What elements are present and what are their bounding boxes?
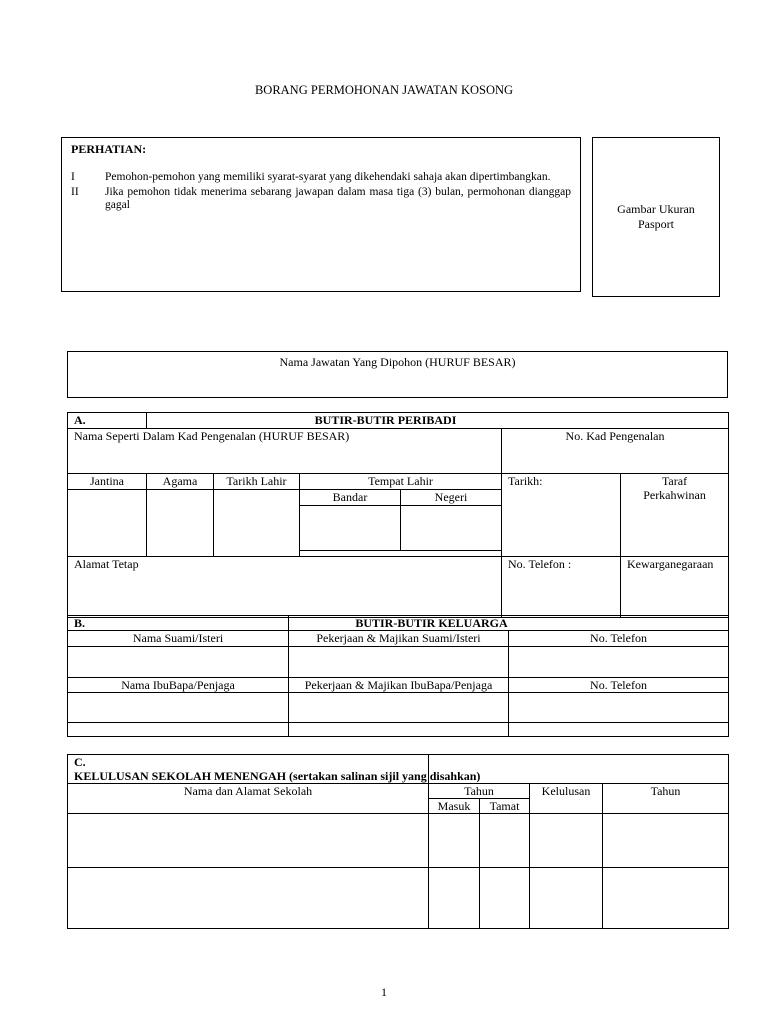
gender-header: Jantina (68, 474, 147, 490)
address-label: Alamat Tetap (74, 557, 139, 571)
school-header: Nama dan Alamat Sekolah (68, 784, 429, 814)
qualification-header: Kelulusan (530, 784, 603, 814)
section-a-table (67, 412, 729, 618)
entry-year-field[interactable] (429, 868, 480, 929)
spouse-job-header: Pekerjaan & Majikan Suami/Isteri (289, 631, 509, 647)
parent-phone-field-extra[interactable] (509, 723, 729, 737)
state-field[interactable] (401, 506, 502, 551)
qualification-field[interactable] (530, 814, 603, 868)
section-c-letter: C. (74, 755, 86, 769)
address-field[interactable] (68, 557, 502, 618)
ic-number-label: No. Kad Pengenalan (565, 429, 665, 443)
position-field[interactable] (67, 351, 728, 398)
year2-field[interactable] (603, 868, 729, 929)
exit-year-field[interactable] (480, 814, 530, 868)
dob-header: Tarikh Lahir (214, 474, 300, 490)
parent-name-field-extra[interactable] (68, 723, 289, 737)
spouse-job-field[interactable] (289, 647, 509, 678)
notice-item-text: Jika pemohon tidak menerima sebarang jawapan dalam masa tiga (3) bulan, permohonan dianggap gagal (105, 186, 571, 211)
entry-year-header: Masuk (429, 799, 480, 814)
phone-label: No. Telefon : (508, 557, 572, 571)
parent-job-header: Pekerjaan & Majikan IbuBapa/Penjaga (289, 678, 509, 693)
notice-item-text: Pemohon-pemohon yang memiliki syarat-syarat yang dikehendaki sahaja akan dipertimbangkan. (105, 171, 551, 183)
full-name-field[interactable] (68, 429, 502, 474)
year2-header: Tahun (603, 784, 729, 814)
exit-year-field[interactable] (480, 868, 530, 929)
section-c-title: KELULUSAN SEKOLAH MENENGAH (sertakan salinan sijil yang disahkan) (74, 769, 481, 783)
phone-field[interactable] (502, 557, 621, 618)
birthplace-header: Tempat Lahir (300, 474, 502, 490)
parent-job-field-extra[interactable] (289, 723, 509, 737)
school-field[interactable] (68, 868, 429, 929)
qualification-field[interactable] (530, 868, 603, 929)
position-label: Nama Jawatan Yang Dipohon (HURUF BESAR) (279, 355, 516, 369)
notice-item (71, 186, 571, 212)
entry-year-field[interactable] (429, 814, 480, 868)
date-label: Tarikh: (508, 474, 543, 488)
notice-heading: PERHATIAN: (71, 142, 147, 156)
parent-name-header: Nama IbuBapa/Penjaga (68, 678, 289, 693)
religion-field[interactable] (147, 490, 214, 557)
section-b-table (67, 615, 729, 737)
dob-field[interactable] (214, 490, 300, 557)
section-b-letter: B. (74, 616, 86, 630)
section-a-letter: A. (68, 413, 147, 429)
year-header: Tahun (429, 784, 530, 799)
marital-status-label: Taraf Perkahwinan (643, 474, 706, 502)
passport-photo-box[interactable] (592, 137, 720, 297)
city-field[interactable] (300, 506, 401, 551)
spouse-name-field[interactable] (68, 647, 289, 678)
section-c-table (67, 754, 729, 929)
passport-photo-label: Gambar Ukuran Pasport (617, 202, 695, 231)
spouse-phone-header: No. Telefon (509, 631, 729, 647)
city-header: Bandar (300, 490, 401, 506)
ic-number-field[interactable] (502, 429, 729, 474)
spouse-name-header: Nama Suami/Isteri (68, 631, 289, 647)
full-name-label: Nama Seperti Dalam Kad Pengenalan (HURUF BESAR) (74, 429, 350, 443)
section-b-title: BUTIR-BUTIR KELUARGA (289, 616, 729, 631)
parent-job-field[interactable] (289, 693, 509, 723)
state-header: Negeri (401, 490, 502, 506)
citizenship-field[interactable] (621, 557, 729, 618)
section-a-title: BUTIR-BUTIR PERIBADI (147, 413, 729, 429)
year2-field[interactable] (603, 814, 729, 868)
notice-item-number: I (71, 171, 75, 183)
page-number: 1 (381, 985, 387, 999)
parent-phone-header: No. Telefon (509, 678, 729, 693)
gender-field[interactable] (68, 490, 147, 557)
parent-name-field[interactable] (68, 693, 289, 723)
date-field[interactable] (502, 474, 621, 557)
citizenship-label: Kewarganegaraan (627, 557, 714, 571)
notice-box (61, 137, 581, 292)
spouse-phone-field[interactable] (509, 647, 729, 678)
religion-header: Agama (147, 474, 214, 490)
school-field[interactable] (68, 814, 429, 868)
section-c-header (68, 755, 481, 784)
parent-phone-field[interactable] (509, 693, 729, 723)
section-b-header (68, 616, 289, 631)
marital-status-field[interactable] (621, 474, 729, 557)
exit-year-header: Tamat (480, 799, 530, 814)
form-title: BORANG PERMOHONAN JAWATAN KOSONG (254, 83, 514, 97)
notice-item-number: II (71, 186, 79, 198)
notice-item (71, 171, 571, 184)
